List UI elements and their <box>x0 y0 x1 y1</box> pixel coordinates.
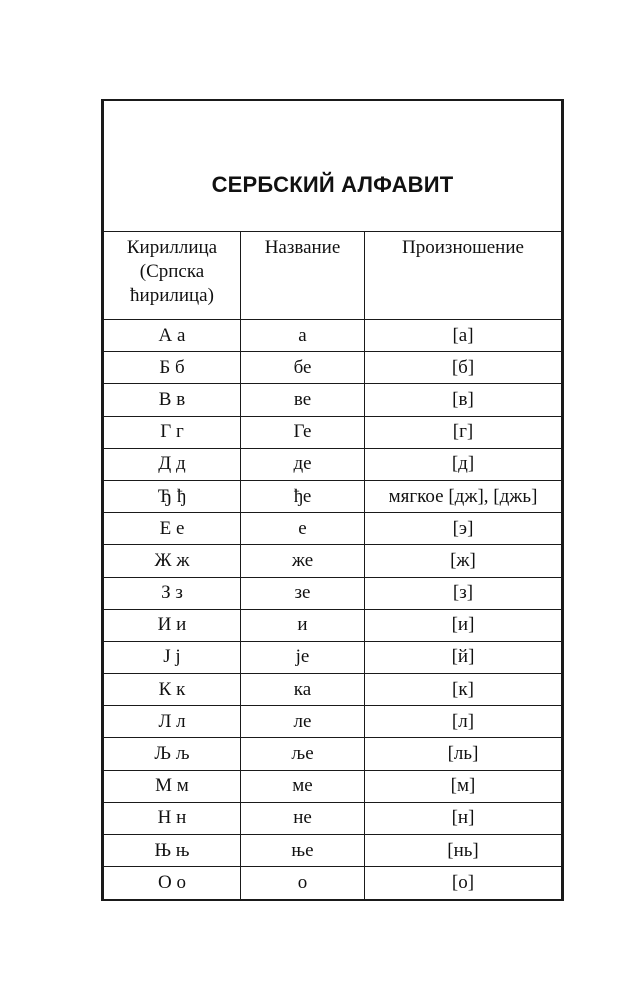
letter-cell: Ђ ђ <box>104 481 241 512</box>
pronunciation-cell: [и] <box>451 614 475 636</box>
table-row <box>104 513 561 545</box>
name-cell: ме <box>241 771 365 802</box>
name-cell: ка <box>241 674 365 705</box>
pronunciation-cell: [м] <box>450 775 476 797</box>
letter-cell: В в <box>104 384 241 415</box>
name-cell: Ге <box>241 417 365 448</box>
letter-cell: Љ љ <box>104 738 241 769</box>
pronunciation-cell: [о] <box>451 872 475 894</box>
header-cyrillic-line2: (Српска <box>139 261 205 282</box>
letter-cell: О о <box>104 867 241 899</box>
header-cyrillic-line1: Кириллица <box>126 237 218 258</box>
letter-cell: К к <box>104 674 241 705</box>
alphabet-table <box>101 99 564 901</box>
name-cell: е <box>241 513 365 544</box>
pronunciation-cell: [й] <box>451 646 475 668</box>
table-row <box>104 738 561 770</box>
table-row <box>104 545 561 577</box>
pronunciation-cell: мягкое [дж], [джь] <box>388 485 538 507</box>
letter-cell: Д д <box>104 449 241 480</box>
page-title: СЕРБСКИЙ АЛФАВИТ <box>211 172 454 197</box>
pronunciation-cell: [г] <box>452 421 474 443</box>
pronunciation-cell: [д] <box>451 453 475 475</box>
name-cell: ђе <box>241 481 365 512</box>
letter-cell: Њ њ <box>104 835 241 866</box>
table-row <box>104 642 561 674</box>
pronunciation-cell: [н] <box>451 807 475 829</box>
table-row <box>104 384 561 416</box>
name-cell: же <box>241 545 365 576</box>
letter-cell: А а <box>104 320 241 351</box>
table-row <box>104 674 561 706</box>
pronunciation-cell: [нь] <box>447 839 479 861</box>
name-cell: о <box>241 867 365 899</box>
pronunciation-cell: [л] <box>451 710 475 732</box>
table-row <box>104 706 561 738</box>
letter-cell: Л л <box>104 706 241 737</box>
letter-cell: Г г <box>104 417 241 448</box>
name-cell: ње <box>241 835 365 866</box>
letter-cell: Е е <box>104 513 241 544</box>
header-row <box>104 232 561 320</box>
letter-cell: И и <box>104 610 241 641</box>
table-row <box>104 352 561 384</box>
name-cell: не <box>241 803 365 834</box>
letter-cell: Ј ј <box>104 642 241 673</box>
letter-cell: Ж ж <box>104 545 241 576</box>
table-row <box>104 803 561 835</box>
pronunciation-cell: [э] <box>452 517 474 539</box>
header-cyrillic-line3: ћирилица) <box>130 285 214 306</box>
name-cell: де <box>241 449 365 480</box>
name-cell: и <box>241 610 365 641</box>
table-row <box>104 578 561 610</box>
pronunciation-cell: [в] <box>452 388 474 410</box>
header-name: Название <box>241 232 365 319</box>
table-row <box>104 320 561 352</box>
table-row <box>104 449 561 481</box>
table-row <box>104 610 561 642</box>
table-row <box>104 481 561 513</box>
table-row <box>104 771 561 803</box>
letter-cell: З з <box>104 578 241 609</box>
name-cell: јe <box>241 642 365 673</box>
title-box <box>104 101 561 232</box>
name-cell: ле <box>241 706 365 737</box>
name-cell: ље <box>241 738 365 769</box>
table-row <box>104 867 561 899</box>
pronunciation-cell: [ль] <box>447 743 479 765</box>
name-cell: ве <box>241 384 365 415</box>
letter-cell: Н н <box>104 803 241 834</box>
table-row <box>104 835 561 867</box>
pronunciation-cell: [б] <box>451 356 475 378</box>
letter-cell: Б б <box>104 352 241 383</box>
table-row <box>104 417 561 449</box>
name-cell: зе <box>241 578 365 609</box>
header-cyrillic <box>104 232 241 319</box>
pronunciation-cell: [к] <box>452 678 474 700</box>
pronunciation-cell: [з] <box>452 582 474 604</box>
letter-cell: М м <box>104 771 241 802</box>
name-cell: а <box>241 320 365 351</box>
pronunciation-cell: [ж] <box>450 549 476 571</box>
table-body <box>104 320 561 899</box>
header-pronunciation: Произношение <box>402 237 524 258</box>
pronunciation-cell: [а] <box>452 324 474 346</box>
name-cell: бе <box>241 352 365 383</box>
